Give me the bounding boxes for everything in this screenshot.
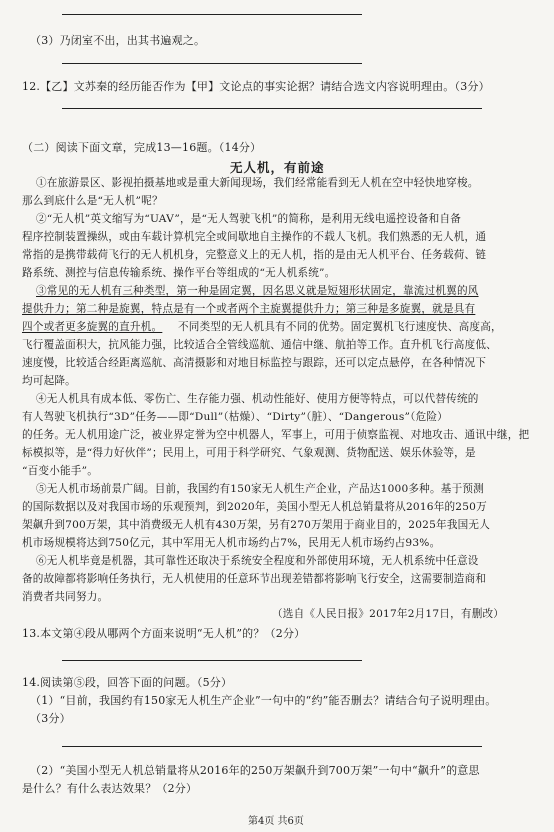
paragraph-line: 备的故障都将影响任务执行，无人机使用的任意环节出现差错都将影响飞行安全，这需要制造商和 xyxy=(22,573,487,585)
question-14-1-points: （3分） xyxy=(30,712,71,725)
answer-line xyxy=(62,14,362,15)
paragraph-line: 的任务。无人机用途广泛，被业界定誉为空中机器人，军事上，可用于侦察监视、对地攻击、通讯中继，把 xyxy=(22,429,530,441)
underlined-line: 提供升力；第二种是旋翼，特点是有一个或者两个主旋翼提供升力；第三种是多旋翼，就是具有 xyxy=(22,303,476,315)
question-item-3: （3）乃闭室不出，出其书遍观之。 xyxy=(30,34,206,47)
question-13: 13.本文第④段从哪两个方面来说明“无人机”的？（2分） xyxy=(22,627,306,640)
article-title: 无人机，有前途 xyxy=(230,160,325,175)
paragraph-line: 飞行覆盖面积大，抗风能力强，比较适合全管线巡航、通信中继、航拍等工作。直升机飞行高度低、 xyxy=(22,339,497,351)
paragraph-line: ④无人机具有成本低、零伤亡、生存能力强、机动性能好、使用方便等特点，可以代替传统的 xyxy=(36,393,479,405)
answer-line xyxy=(62,746,482,747)
paragraph-line: 的国际数据以及对我国市场的乐观预判，到2020年，美国小型无人机总销量将从2016年的250万 xyxy=(22,501,487,513)
paragraph-line: 机市场规模将达到750亿元，其中军用无人机市场约占7%，民用无人机市场约占93%。 xyxy=(22,537,441,549)
paragraph-line: 架飙升到700万架，其中消费级无人机有430万架，另有270万架用于商业目的，2025年我国无人 xyxy=(22,519,490,531)
section-heading: （二）阅读下面文章，完成13—16题。（14分） xyxy=(22,141,262,154)
question-12: 12.【乙】文苏秦的经历能否作为【甲】文论点的事实论据？请结合选文内容说明理由。（3分） xyxy=(22,80,490,93)
paragraph-line: 路系统、测控与信息传输系统、操作平台等组成的“无人机系统”。 xyxy=(22,267,336,279)
answer-line xyxy=(62,108,482,109)
paragraph-line: “百变小能手”。 xyxy=(22,465,98,477)
paragraph-line: ②“无人机”英文缩写为“UAV”，是“无人驾驶飞机”的简称，是利用无线电遥控设备和自备 xyxy=(36,213,462,225)
paragraph-line: 程序控制装置操纵，或由车载计算机完全或间歇地自主操作的不载人飞机。我们熟悉的无人机，通 xyxy=(22,231,487,243)
answer-line xyxy=(62,660,362,661)
paragraph-line: ①在旅游景区、影视拍摄基地或是重大新闻现场，我们经常能看到无人机在空中轻快地穿梭。 xyxy=(36,177,479,189)
answer-line xyxy=(62,63,362,64)
paragraph-line: 均可起降。 xyxy=(22,375,76,387)
paragraph-line: 不同类型的无人机具有不同的优势。固定翼机飞行速度快、高度高， xyxy=(178,321,502,333)
paragraph-line: 标模拟等，是“得力好伙伴”；民用上，可用于科学研究、气象观测、货物配送、娱乐休验等，是 xyxy=(22,447,476,459)
question-14: 14.阅读第⑤段，回答下面的问题。（5分） xyxy=(22,676,233,689)
underlined-line: 四个或者更多旋翼的直升机。 xyxy=(22,321,163,333)
question-14-1: （1）“目前，我国约有150家无人机生产企业”一句中的“约”能否删去？请结合句子说明理由。 xyxy=(30,694,497,707)
paragraph-line: 消费者共同努力。 xyxy=(22,591,109,603)
underlined-line: ③常见的无人机有三种类型，第一种是固定翼，因名思义就是短翅形状固定，靠流过机翼的风 xyxy=(36,285,479,297)
paragraph-line: 常指的是携带载荷飞行的无人机机身，完整意义上的无人机，指的是由无人机平台、任务载荷、链 xyxy=(22,249,487,261)
paragraph-line: ⑥无人机毕竟是机器，其可靠性还取决于系统安全程度和外部使用环境，无人机系统中任意设 xyxy=(36,555,479,567)
paragraph-line: 那么到底什么是“无人机”呢？ xyxy=(22,195,163,207)
article-source: （选自《人民日报》2017年2月17日，有删改） xyxy=(272,608,505,620)
page-footer: 第4页 共6页 xyxy=(248,816,304,827)
paragraph-line: ⑤无人机市场前景广阔。目前，我国约有150家无人机生产企业，产品达1000多种。基于预测 xyxy=(36,483,484,495)
question-14-2: （2）“美国小型无人机总销量将从2016年的250万架飙升到700万架”一句中“飙升”的意思 xyxy=(30,764,480,777)
question-14-2-cont: 是什么？有什么表达效果？（2分） xyxy=(22,782,198,795)
paragraph-line: 有人驾驶飞机执行“3D”任务——即“Dull”（枯燥）、“Dirty”（脏）、“Dangerous”（危险） xyxy=(22,411,448,423)
paragraph-line: 速度慢，比较适合经距离巡航、高清摄影和对地目标监控与跟踪，还可以定点悬停，在各种情况下 xyxy=(22,357,487,369)
